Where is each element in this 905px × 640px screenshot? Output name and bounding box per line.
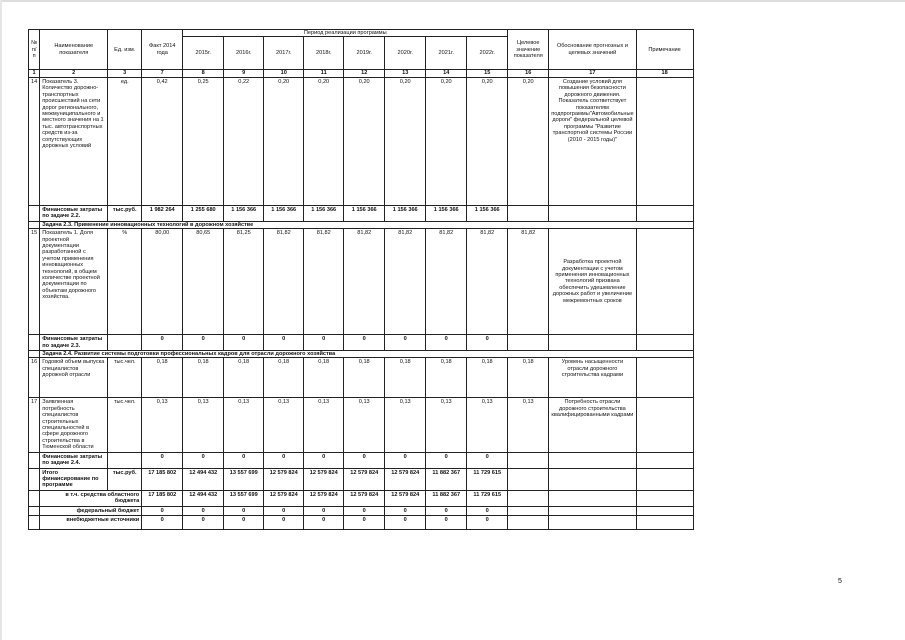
page-number: 5 [838,578,842,585]
header-year: 2019г. [344,37,385,70]
value-cell: 1 156 366 [304,205,344,221]
value-cell: 0 [142,452,183,468]
justification: Разработка проектной документации с учетом применения инновационных технологий призвана обеспечить удешевление дорожных работ и увеличение межремонтных сроков [549,229,636,335]
value-cell: 0 [467,516,508,530]
task-heading-row [29,221,694,228]
value-cell: 0 [183,506,224,515]
value-cell: 12 579 824 [344,490,385,506]
note-cell [636,516,693,530]
value-cell: 1 982 264 [142,205,183,221]
value-cell: 0,18 [264,358,304,398]
note-cell [636,506,693,515]
federal-budget-label: федеральный бюджет [40,506,142,515]
value-cell: 0,18 [426,358,467,398]
target-value: 0,18 [508,358,549,398]
row-num [29,506,40,515]
value-cell: 1 156 366 [426,205,467,221]
value-cell: 0,13 [344,398,385,452]
justification [549,468,636,490]
column-numbers-row [29,70,694,77]
scan-edge [0,0,905,2]
total-row [29,468,694,490]
value-cell: 0 [344,452,385,468]
scan-edge [0,0,2,640]
financing-unit: тыс.руб. [108,205,142,221]
value-cell: 0,20 [385,77,426,205]
note-cell [636,452,693,468]
value-cell: 0 [264,335,304,351]
value-cell: 0,13 [183,398,224,452]
header-year: 2020г. [385,37,426,70]
value-cell: 0 [142,506,183,515]
value-cell: 0,13 [264,398,304,452]
value-cell: 0 [344,506,385,515]
note-cell [636,229,693,335]
program-indicators-table [28,29,694,530]
value-cell: 17 185 802 [142,468,183,490]
value-cell: 0 [385,452,426,468]
note-cell [636,398,693,452]
value-cell: 0 [183,516,224,530]
value-cell: 17 185 802 [142,490,183,506]
column-number: 9 [224,70,264,77]
column-number: 13 [385,70,426,77]
row-num [29,452,40,468]
value-cell: 0 [224,516,264,530]
column-number: 7 [142,70,183,77]
note-cell [636,490,693,506]
value-cell: 0 [304,452,344,468]
header-period: Период реализации программы [183,30,508,37]
column-number: 1 [29,70,40,77]
value-cell: 81,82 [385,229,426,335]
value-cell: 12 579 824 [385,490,426,506]
total-unit: тыс.руб. [108,468,142,490]
value-cell: 0,42 [142,77,183,205]
value-cell: 0,13 [142,398,183,452]
financing-label: Финансовые затраты по задаче 2.4. [40,452,108,468]
value-cell: 0 [264,452,304,468]
value-cell: 0,18 [224,358,264,398]
row-num [29,490,40,506]
value-cell: 0 [183,335,224,351]
indicator-unit: ед. [108,77,142,205]
regional-budget-label: в т.ч. средства областного бюджета [40,490,142,506]
justification: Уровень насыщенности отрасли дорожного строительства кадрами [549,358,636,398]
justification: Потребность отрасли дорожного строительства квалифицированными кадрами [549,398,636,452]
value-cell: 0,13 [385,398,426,452]
value-cell: 1 156 366 [264,205,304,221]
column-number: 11 [304,70,344,77]
value-cell: 0,18 [183,358,224,398]
value-cell: 12 579 824 [264,490,304,506]
value-cell: 81,82 [304,229,344,335]
value-cell: 11 882 367 [426,468,467,490]
value-cell: 0 [467,506,508,515]
header-year: 2016г. [224,37,264,70]
indicator-unit: тыс.чел. [108,358,142,398]
financing-row [29,205,694,221]
header-year: 2018г. [304,37,344,70]
value-cell: 0,18 [142,358,183,398]
value-cell: 0,22 [224,77,264,205]
financing-label: Финансовые затраты по задаче 2.2. [40,205,108,221]
header-note: Примечание [636,30,693,70]
target-value [508,468,549,490]
value-cell: 81,25 [224,229,264,335]
federal-budget-row [29,506,694,515]
value-cell: 0 [426,335,467,351]
column-number: 14 [426,70,467,77]
target-value [508,516,549,530]
value-cell: 81,82 [426,229,467,335]
justification [549,452,636,468]
header-year: 2021г. [426,37,467,70]
row-num [29,205,40,221]
value-cell: 0,18 [304,358,344,398]
value-cell: 80,00 [142,229,183,335]
header-justification: Обоснование прогнозных и целевых значений [549,30,636,70]
column-number: 2 [40,70,108,77]
off-budget-label: внебюджетные источники [40,516,142,530]
total-label: Итого финансирование по программе [40,468,108,490]
target-value [508,205,549,221]
value-cell: 1 156 366 [467,205,508,221]
column-number: 8 [183,70,224,77]
financing-label: Финансовые затраты по задаче 2.3. [40,335,108,351]
value-cell: 0 [264,516,304,530]
value-cell: 11 882 367 [426,490,467,506]
row-num [29,468,40,490]
row-num [29,350,40,357]
financing-unit [108,335,142,351]
value-cell: 0 [224,452,264,468]
financing-row [29,452,694,468]
financing-row [29,335,694,351]
header-row [29,30,694,37]
value-cell: 81,82 [344,229,385,335]
header-num: № п/п [29,30,40,70]
target-value [508,452,549,468]
justification [549,335,636,351]
column-number: 12 [344,70,385,77]
value-cell: 0,20 [344,77,385,205]
row-num [29,516,40,530]
justification [549,205,636,221]
value-cell: 0,20 [304,77,344,205]
header-unit: Ед. изм. [108,30,142,70]
value-cell: 1 255 680 [183,205,224,221]
value-cell: 12 494 432 [183,490,224,506]
column-number: 16 [508,70,549,77]
value-cell: 0 [304,335,344,351]
table-row [29,229,694,335]
value-cell: 0 [467,335,508,351]
note-cell [636,358,693,398]
table-row [29,398,694,452]
target-value: 0,20 [508,77,549,205]
value-cell: 12 579 824 [264,468,304,490]
indicator-unit: тыс.чел. [108,398,142,452]
justification [549,516,636,530]
regional-budget-row [29,490,694,506]
value-cell: 13 557 699 [224,468,264,490]
value-cell: 0,13 [224,398,264,452]
value-cell: 12 494 432 [183,468,224,490]
row-num [29,335,40,351]
row-num [29,221,40,228]
header-year: 2022г. [467,37,508,70]
row-num: 17 [29,398,40,452]
header-year: 2015г. [183,37,224,70]
value-cell: 0,18 [385,358,426,398]
value-cell: 0 [142,516,183,530]
value-cell: 81,82 [467,229,508,335]
value-cell: 12 579 824 [304,490,344,506]
indicator-name: Показатель 3. Количество дорожно-транспортных происшествий на сети дорог регионального, межмуниципального и местного значения на 1 тыс. автотранспортных средств из-за сопутствующих дорожных условий [40,77,108,205]
table-row [29,77,694,205]
target-value [508,335,549,351]
justification [549,490,636,506]
value-cell: 81,82 [264,229,304,335]
target-value: 0,13 [508,398,549,452]
financing-unit [108,452,142,468]
value-cell: 1 156 366 [344,205,385,221]
column-number: 10 [264,70,304,77]
value-cell: 0,13 [467,398,508,452]
note-cell [636,77,693,205]
header-target: Целевое значение показателя [508,30,549,70]
value-cell: 0,13 [304,398,344,452]
target-value: 81,82 [508,229,549,335]
value-cell: 0,20 [426,77,467,205]
header-fact: Факт 2014 года [142,30,183,70]
row-num: 14 [29,77,40,205]
header-year: 2017г. [264,37,304,70]
target-value [508,506,549,515]
value-cell: 0 [224,506,264,515]
value-cell: 0,25 [183,77,224,205]
value-cell: 0,13 [426,398,467,452]
row-num: 16 [29,358,40,398]
row-num: 15 [29,229,40,335]
indicator-name: Показатель 1. Доля проектной документации разработанной с учетом применения инновационных технологий, в общем количестве проектной документации по объектам дорожного хозяйства. [40,229,108,335]
value-cell: 0 [304,506,344,515]
value-cell: 0 [224,335,264,351]
note-cell [636,335,693,351]
task-heading: Задача 2.3. Применение инновационных технологий в дорожном хозяйстве [40,221,693,228]
value-cell: 0 [142,335,183,351]
off-budget-row [29,516,694,530]
value-cell: 0 [385,335,426,351]
value-cell: 0 [426,506,467,515]
justification [549,506,636,515]
value-cell: 0 [264,506,304,515]
value-cell: 0 [344,516,385,530]
header-name: Наименование показателя [40,30,108,70]
value-cell: 1 156 366 [385,205,426,221]
indicator-unit: % [108,229,142,335]
task-heading: Задача 2.4. Развитие системы подготовки профессиональных кадров для отрасли дорожного хозяйства [40,350,693,357]
target-value [508,490,549,506]
value-cell: 0 [183,452,224,468]
value-cell: 12 579 824 [304,468,344,490]
value-cell: 0 [467,452,508,468]
value-cell: 0 [385,516,426,530]
value-cell: 11 729 615 [467,468,508,490]
value-cell: 0 [304,516,344,530]
value-cell: 0 [426,516,467,530]
value-cell: 0,18 [344,358,385,398]
task-heading-row [29,350,694,357]
table-row [29,358,694,398]
value-cell: 0,20 [467,77,508,205]
column-number: 18 [636,70,693,77]
indicator-name: Заявленная потребность специалистов строительных специальностей в сфере дорожного строительства в Тюменской области [40,398,108,452]
column-number: 17 [549,70,636,77]
value-cell: 0,18 [467,358,508,398]
column-number: 15 [467,70,508,77]
indicator-name: Годовой объем выпуска специалистов дорожной отрасли [40,358,108,398]
value-cell: 11 729 615 [467,490,508,506]
value-cell: 0 [344,335,385,351]
value-cell: 13 557 699 [224,490,264,506]
note-cell [636,468,693,490]
justification: Создание условий для повышения безопасности дорожного движения. Показатель соответствует показателям подпрограммы"Автомобильные дороги" федеральной целевой программы "Развитие транспортной системы России (2010 - 2015 годы)" [549,77,636,205]
column-number: 3 [108,70,142,77]
value-cell: 0 [385,506,426,515]
value-cell: 80,65 [183,229,224,335]
value-cell: 12 579 824 [344,468,385,490]
value-cell: 1 156 366 [224,205,264,221]
value-cell: 12 579 824 [385,468,426,490]
note-cell [636,205,693,221]
value-cell: 0 [426,452,467,468]
value-cell: 0,20 [264,77,304,205]
